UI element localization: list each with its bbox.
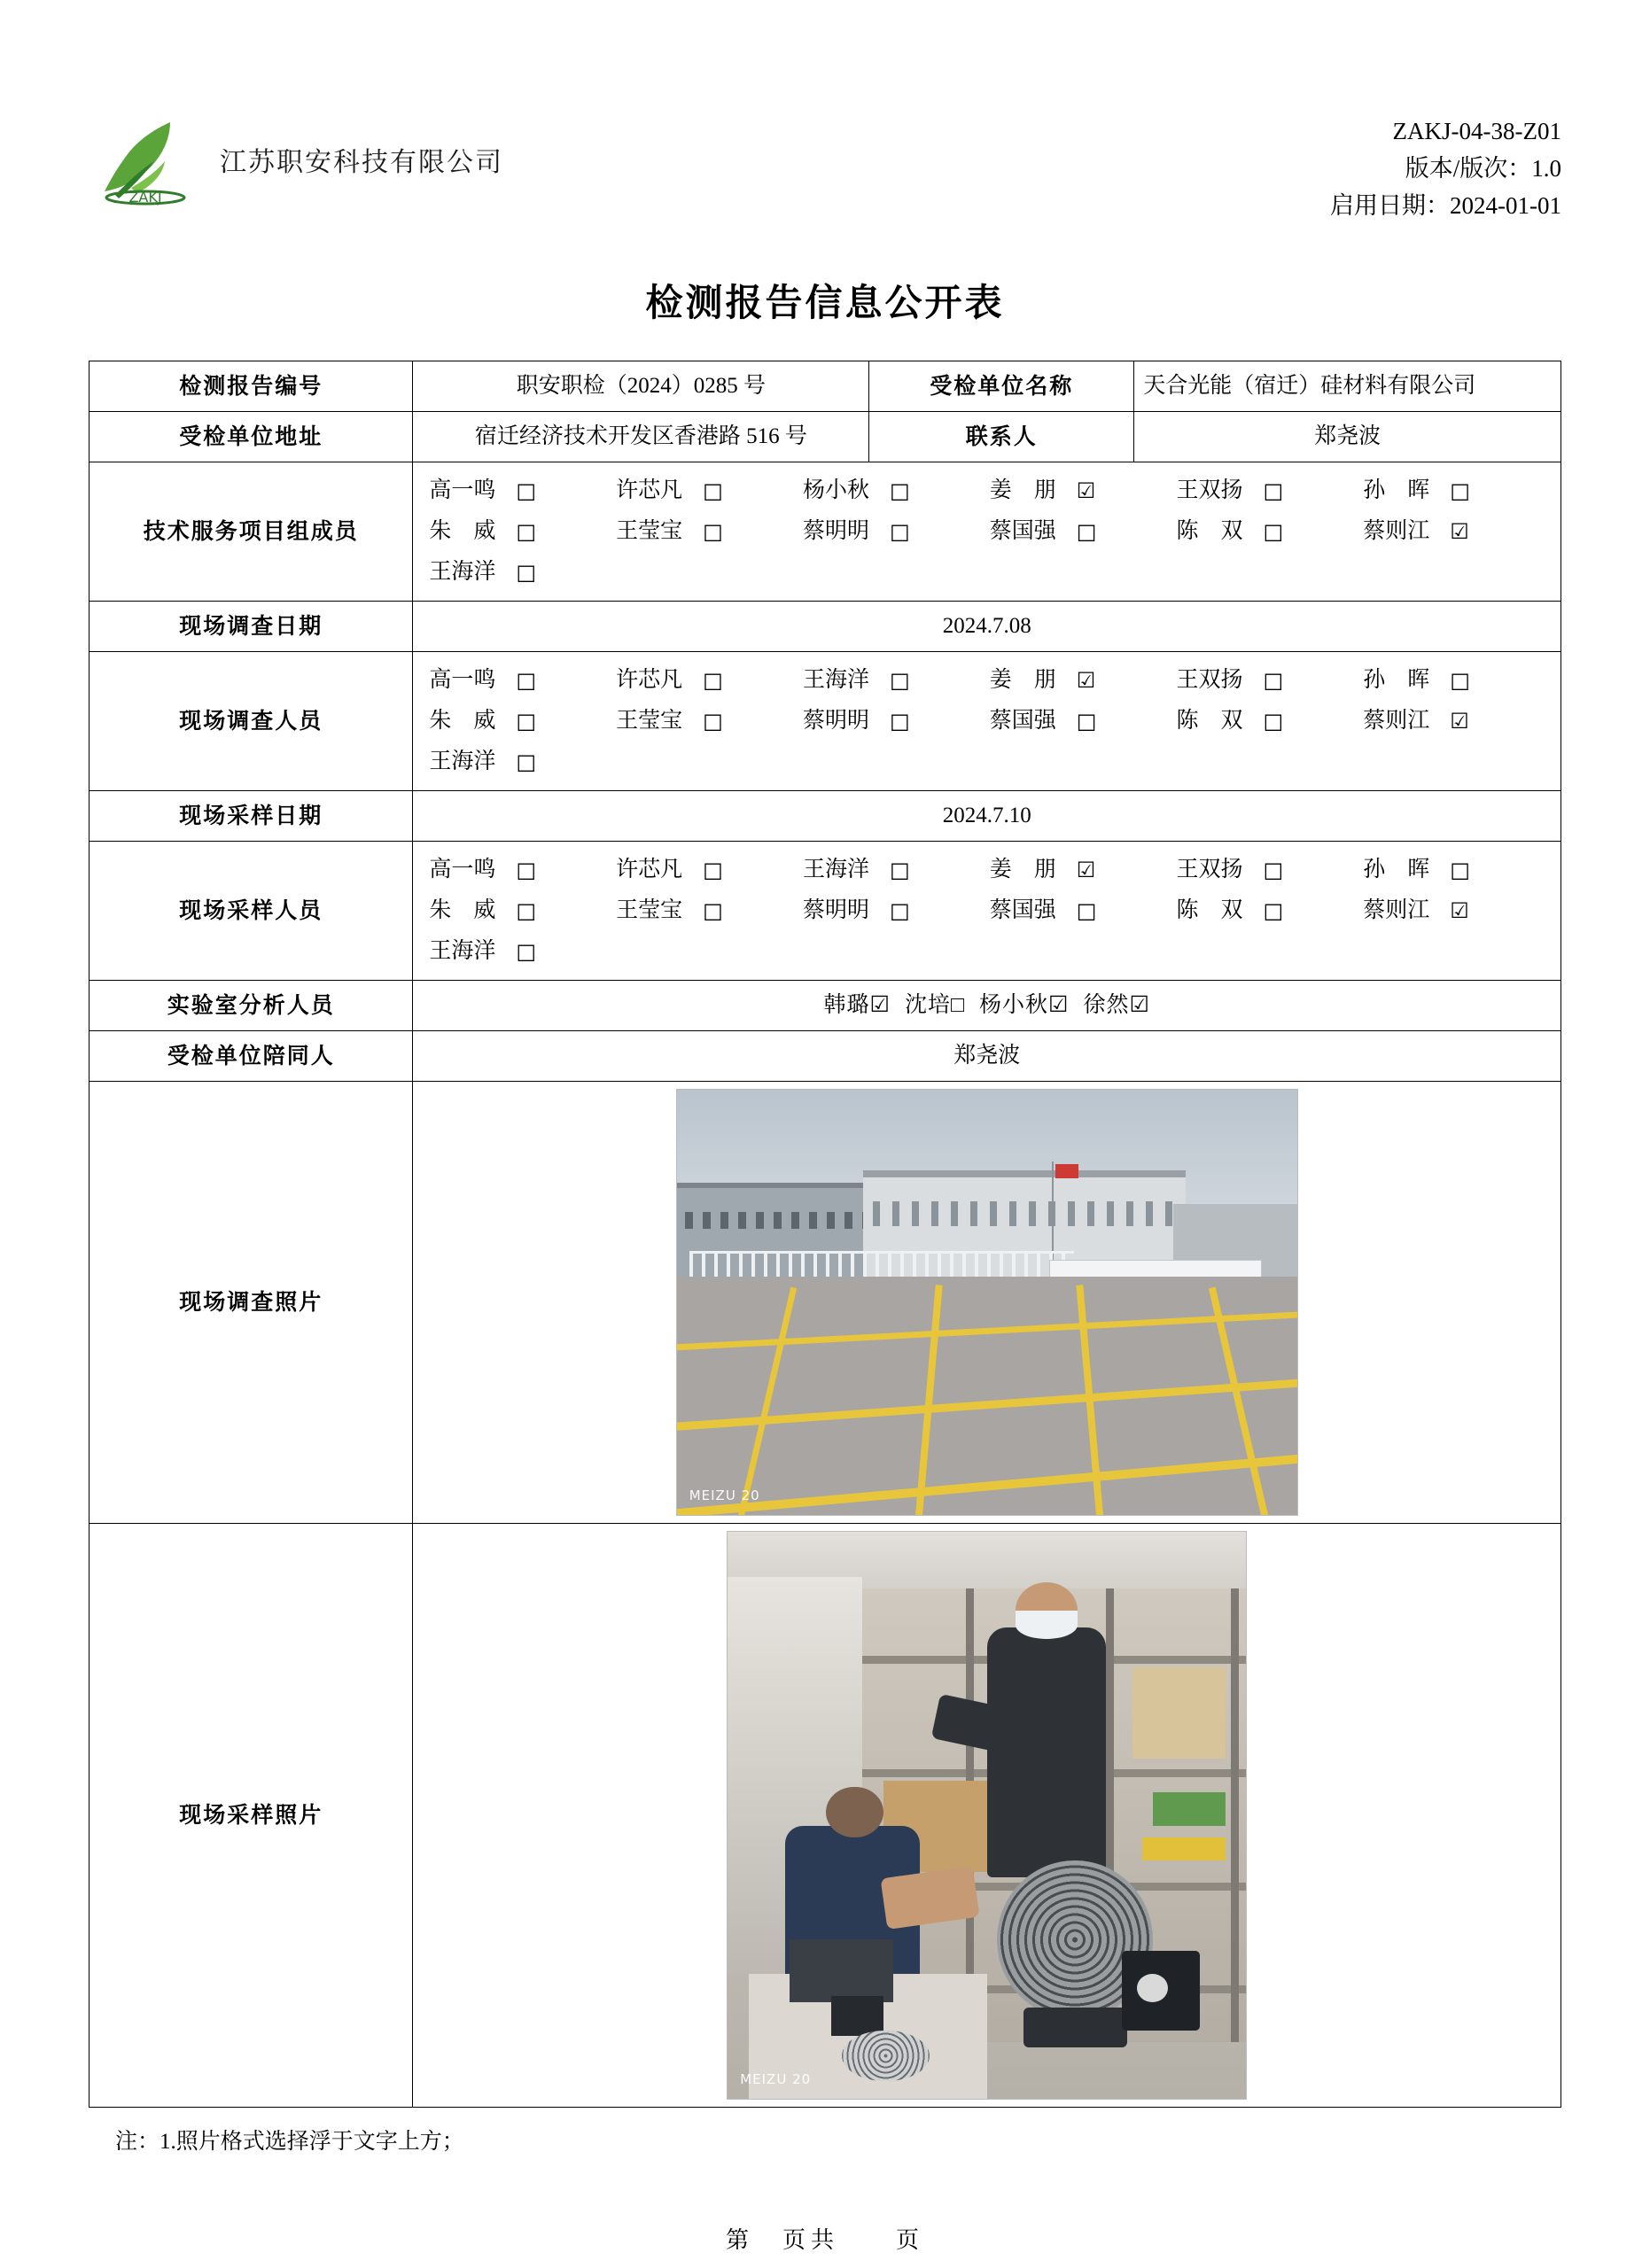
- member-name: 杨小秋: [802, 478, 869, 502]
- document-header: [89, 0, 1561, 225]
- member-checkbox-item[interactable]: [1176, 473, 1363, 509]
- member-checkbox-item[interactable]: [1176, 703, 1363, 739]
- member-name: 姜 朋: [989, 667, 1056, 692]
- sampling-staff-cell: [413, 841, 1561, 980]
- member-name: 蔡国强: [989, 518, 1056, 543]
- member-checkbox[interactable]: □: [1263, 708, 1284, 734]
- member-name: 王莹宝: [616, 518, 683, 543]
- team-members-cell: [413, 462, 1561, 601]
- header-meta: [1330, 106, 1561, 225]
- table-row: [90, 361, 1561, 411]
- member-checkbox-item[interactable]: [616, 473, 803, 509]
- table-row: [90, 841, 1561, 980]
- table-row: [90, 462, 1561, 601]
- member-checkbox-item[interactable]: [1176, 663, 1363, 698]
- member-checkbox[interactable]: ☑: [1450, 518, 1469, 544]
- member-checkbox-item[interactable]: [1176, 852, 1363, 888]
- member-checkbox-item[interactable]: [803, 473, 990, 509]
- lab-analyst-item[interactable]: 沈培□: [904, 992, 966, 1017]
- member-checkbox-item[interactable]: [990, 514, 1177, 549]
- member-checkbox-item[interactable]: [1363, 893, 1550, 928]
- member-checkbox[interactable]: □: [516, 667, 537, 693]
- survey-date-value: 2024.7.08: [413, 601, 1561, 651]
- member-name: 王双扬: [1176, 478, 1243, 502]
- member-checkbox[interactable]: □: [889, 857, 910, 882]
- member-checkbox-item[interactable]: [803, 514, 990, 549]
- member-checkbox[interactable]: □: [889, 897, 910, 923]
- member-checkbox[interactable]: □: [889, 708, 910, 734]
- sampling-photo-cell: [413, 1523, 1561, 2107]
- member-checkbox[interactable]: □: [516, 559, 537, 585]
- member-name: 陈 双: [1176, 518, 1243, 543]
- svg-text:ZAKJ: ZAKJ: [128, 189, 162, 206]
- member-checkbox-item[interactable]: [990, 473, 1177, 509]
- lab-analysts-cell: [413, 980, 1561, 1030]
- member-checkbox-item[interactable]: [803, 852, 990, 888]
- member-name: 孙 晖: [1363, 857, 1430, 882]
- member-name: 蔡明明: [802, 708, 869, 733]
- member-checkbox[interactable]: □: [1450, 667, 1470, 693]
- member-checkbox[interactable]: ☑: [1450, 897, 1469, 923]
- lab-analyst-item[interactable]: 徐然☑: [1083, 992, 1150, 1017]
- member-checkbox-item[interactable]: [429, 934, 616, 969]
- survey-staff-grid: [422, 659, 1552, 783]
- member-checkbox[interactable]: □: [889, 667, 910, 693]
- member-name: 孙 晖: [1363, 478, 1430, 502]
- member-name: 蔡则江: [1363, 518, 1430, 543]
- member-checkbox[interactable]: □: [516, 518, 537, 544]
- document-code: ZAKJ-04-38-Z01: [1392, 118, 1561, 144]
- member-checkbox[interactable]: □: [1263, 518, 1284, 544]
- member-name: 陈 双: [1176, 897, 1243, 922]
- member-checkbox-item[interactable]: [1363, 663, 1550, 698]
- member-checkbox[interactable]: □: [516, 708, 537, 734]
- survey-photo-watermark: MEIZU 20: [689, 1487, 760, 1503]
- member-name: 蔡明明: [802, 518, 869, 543]
- survey-photo-label: 现场调查照片: [90, 1081, 413, 1523]
- member-checkbox-item[interactable]: [990, 852, 1177, 888]
- contact-value: 郑尧波: [1134, 411, 1561, 462]
- member-name: 许芯凡: [616, 857, 683, 882]
- member-checkbox-item[interactable]: [429, 893, 616, 928]
- sampling-staff-grid: [422, 849, 1552, 973]
- accompany-value: 郑尧波: [413, 1030, 1561, 1081]
- member-checkbox-item[interactable]: [803, 703, 990, 739]
- member-checkbox[interactable]: ☑: [1076, 667, 1096, 693]
- report-no-label: 检测报告编号: [90, 361, 413, 411]
- table-row: [90, 1081, 1561, 1523]
- member-checkbox-item[interactable]: [1363, 852, 1550, 888]
- team-label: 技术服务项目组成员: [90, 462, 413, 601]
- member-checkbox-item[interactable]: [990, 663, 1177, 698]
- member-checkbox[interactable]: □: [516, 938, 537, 964]
- member-name: 蔡国强: [989, 708, 1056, 733]
- member-checkbox-item[interactable]: [1363, 703, 1550, 739]
- member-checkbox-item[interactable]: [1363, 473, 1550, 509]
- member-checkbox[interactable]: □: [516, 857, 537, 882]
- member-name: 许芯凡: [616, 667, 683, 692]
- report-info-table: [89, 361, 1561, 2108]
- page-number-footer: 第 页共 页: [725, 2226, 924, 2253]
- table-row: [90, 980, 1561, 1030]
- member-checkbox-item[interactable]: [616, 663, 803, 698]
- member-name: 蔡明明: [802, 897, 869, 922]
- member-checkbox-item[interactable]: [803, 663, 990, 698]
- member-checkbox[interactable]: □: [703, 667, 723, 693]
- member-checkbox-item[interactable]: [429, 663, 616, 698]
- table-row: [90, 1030, 1561, 1081]
- footnote: 注：1.照片格式选择浮于文字上方；: [115, 2129, 464, 2154]
- member-checkbox-item[interactable]: [429, 514, 616, 549]
- member-checkbox-item[interactable]: [1363, 514, 1550, 549]
- member-name: 蔡则江: [1363, 708, 1430, 733]
- member-checkbox[interactable]: □: [703, 708, 723, 734]
- member-checkbox-item[interactable]: [616, 893, 803, 928]
- member-name: 王莹宝: [616, 708, 683, 733]
- member-name: 王双扬: [1176, 857, 1243, 882]
- member-checkbox[interactable]: □: [1450, 857, 1470, 882]
- accompany-label: 受检单位陪同人: [90, 1030, 413, 1081]
- member-name: 王海洋: [429, 938, 496, 963]
- member-checkbox-item[interactable]: [616, 703, 803, 739]
- member-checkbox[interactable]: □: [516, 478, 537, 503]
- member-name: 王莹宝: [616, 897, 683, 922]
- report-no-value: 职安职检（2024）0285 号: [413, 361, 869, 411]
- member-checkbox[interactable]: □: [703, 857, 723, 882]
- table-row: [90, 790, 1561, 841]
- brand-block: [89, 106, 503, 213]
- member-checkbox[interactable]: □: [1263, 897, 1284, 923]
- member-checkbox[interactable]: □: [1263, 857, 1284, 882]
- company-logo-icon: [89, 106, 202, 213]
- member-checkbox[interactable]: □: [703, 518, 723, 544]
- client-label: 受检单位名称: [869, 361, 1134, 411]
- sampling-date-label: 现场采样日期: [90, 790, 413, 841]
- member-checkbox[interactable]: □: [1450, 478, 1470, 503]
- member-checkbox[interactable]: □: [1263, 478, 1284, 503]
- lab-label: 实验室分析人员: [90, 980, 413, 1030]
- member-name: 许芯凡: [616, 478, 683, 502]
- company-name: 江苏职安科技有限公司: [220, 147, 503, 178]
- page-title: 检测报告信息公开表: [645, 280, 1005, 324]
- address-label: 受检单位地址: [90, 411, 413, 462]
- member-checkbox[interactable]: □: [703, 897, 723, 923]
- member-checkbox[interactable]: □: [516, 897, 537, 923]
- sampling-date-value: 2024.7.10: [413, 790, 1561, 841]
- table-row: [90, 651, 1561, 790]
- member-name: 蔡则江: [1363, 897, 1430, 922]
- member-name: 王海洋: [429, 749, 496, 773]
- member-checkbox[interactable]: □: [1076, 708, 1097, 734]
- team-members-grid: [422, 470, 1552, 594]
- member-checkbox[interactable]: □: [703, 478, 723, 503]
- member-name: 高一鸣: [429, 667, 496, 692]
- sampling-photo-image: [727, 1531, 1247, 2100]
- member-checkbox-item[interactable]: [429, 555, 616, 590]
- member-name: 朱 威: [429, 708, 496, 733]
- member-name: 蔡国强: [989, 897, 1056, 922]
- survey-staff-cell: [413, 651, 1561, 790]
- survey-staff-label: 现场调查人员: [90, 651, 413, 790]
- sampling-photo-watermark: MEIZU 20: [740, 2070, 812, 2087]
- document-version: 版本/版次：1.0: [1405, 154, 1561, 182]
- member-checkbox-item[interactable]: [616, 852, 803, 888]
- member-checkbox-item[interactable]: [990, 893, 1177, 928]
- member-checkbox-item[interactable]: [429, 473, 616, 509]
- member-name: 王海洋: [429, 559, 496, 584]
- survey-photo-image: [676, 1089, 1298, 1516]
- member-checkbox[interactable]: ☑: [1450, 708, 1469, 734]
- member-name: 姜 朋: [989, 478, 1056, 502]
- contact-label: 联系人: [869, 411, 1134, 462]
- survey-photo-cell: [413, 1081, 1561, 1523]
- member-checkbox[interactable]: □: [889, 478, 910, 503]
- member-checkbox-item[interactable]: [1176, 893, 1363, 928]
- member-checkbox[interactable]: □: [1076, 897, 1097, 923]
- member-checkbox-item[interactable]: [429, 703, 616, 739]
- member-checkbox[interactable]: ☑: [1076, 857, 1096, 882]
- member-name: 朱 威: [429, 897, 496, 922]
- member-name: 高一鸣: [429, 857, 496, 882]
- member-name: 王海洋: [802, 667, 869, 692]
- member-checkbox[interactable]: ☑: [1076, 478, 1096, 503]
- member-checkbox-item[interactable]: [429, 744, 616, 780]
- member-name: 王双扬: [1176, 667, 1243, 692]
- member-checkbox-item[interactable]: [990, 703, 1177, 739]
- member-checkbox[interactable]: □: [1263, 667, 1284, 693]
- sampling-staff-label: 现场采样人员: [90, 841, 413, 980]
- member-name: 陈 双: [1176, 708, 1243, 733]
- member-checkbox-item[interactable]: [616, 514, 803, 549]
- member-checkbox[interactable]: □: [516, 749, 537, 774]
- member-checkbox[interactable]: □: [889, 518, 910, 544]
- sampling-photo-label: 现场采样照片: [90, 1523, 413, 2107]
- member-name: 王海洋: [802, 857, 869, 882]
- survey-date-label: 现场调查日期: [90, 601, 413, 651]
- member-name: 高一鸣: [429, 478, 496, 502]
- member-checkbox-item[interactable]: [429, 852, 616, 888]
- member-name: 朱 威: [429, 518, 496, 543]
- lab-analyst-item[interactable]: 杨小秋☑: [979, 992, 1070, 1017]
- effective-date: 启用日期：2024-01-01: [1330, 191, 1561, 219]
- member-checkbox-item[interactable]: [1176, 514, 1363, 549]
- client-value: 天合光能（宿迁）硅材料有限公司: [1134, 361, 1561, 411]
- table-row: [90, 1523, 1561, 2107]
- member-checkbox-item[interactable]: [803, 893, 990, 928]
- member-name: 孙 晖: [1363, 667, 1430, 692]
- lab-analyst-item[interactable]: 韩璐☑: [823, 992, 891, 1017]
- member-checkbox[interactable]: □: [1076, 518, 1097, 544]
- address-value: 宿迁经济技术开发区香港路 516 号: [413, 411, 869, 462]
- table-row: [90, 411, 1561, 462]
- member-name: 姜 朋: [989, 857, 1056, 882]
- table-row: [90, 601, 1561, 651]
